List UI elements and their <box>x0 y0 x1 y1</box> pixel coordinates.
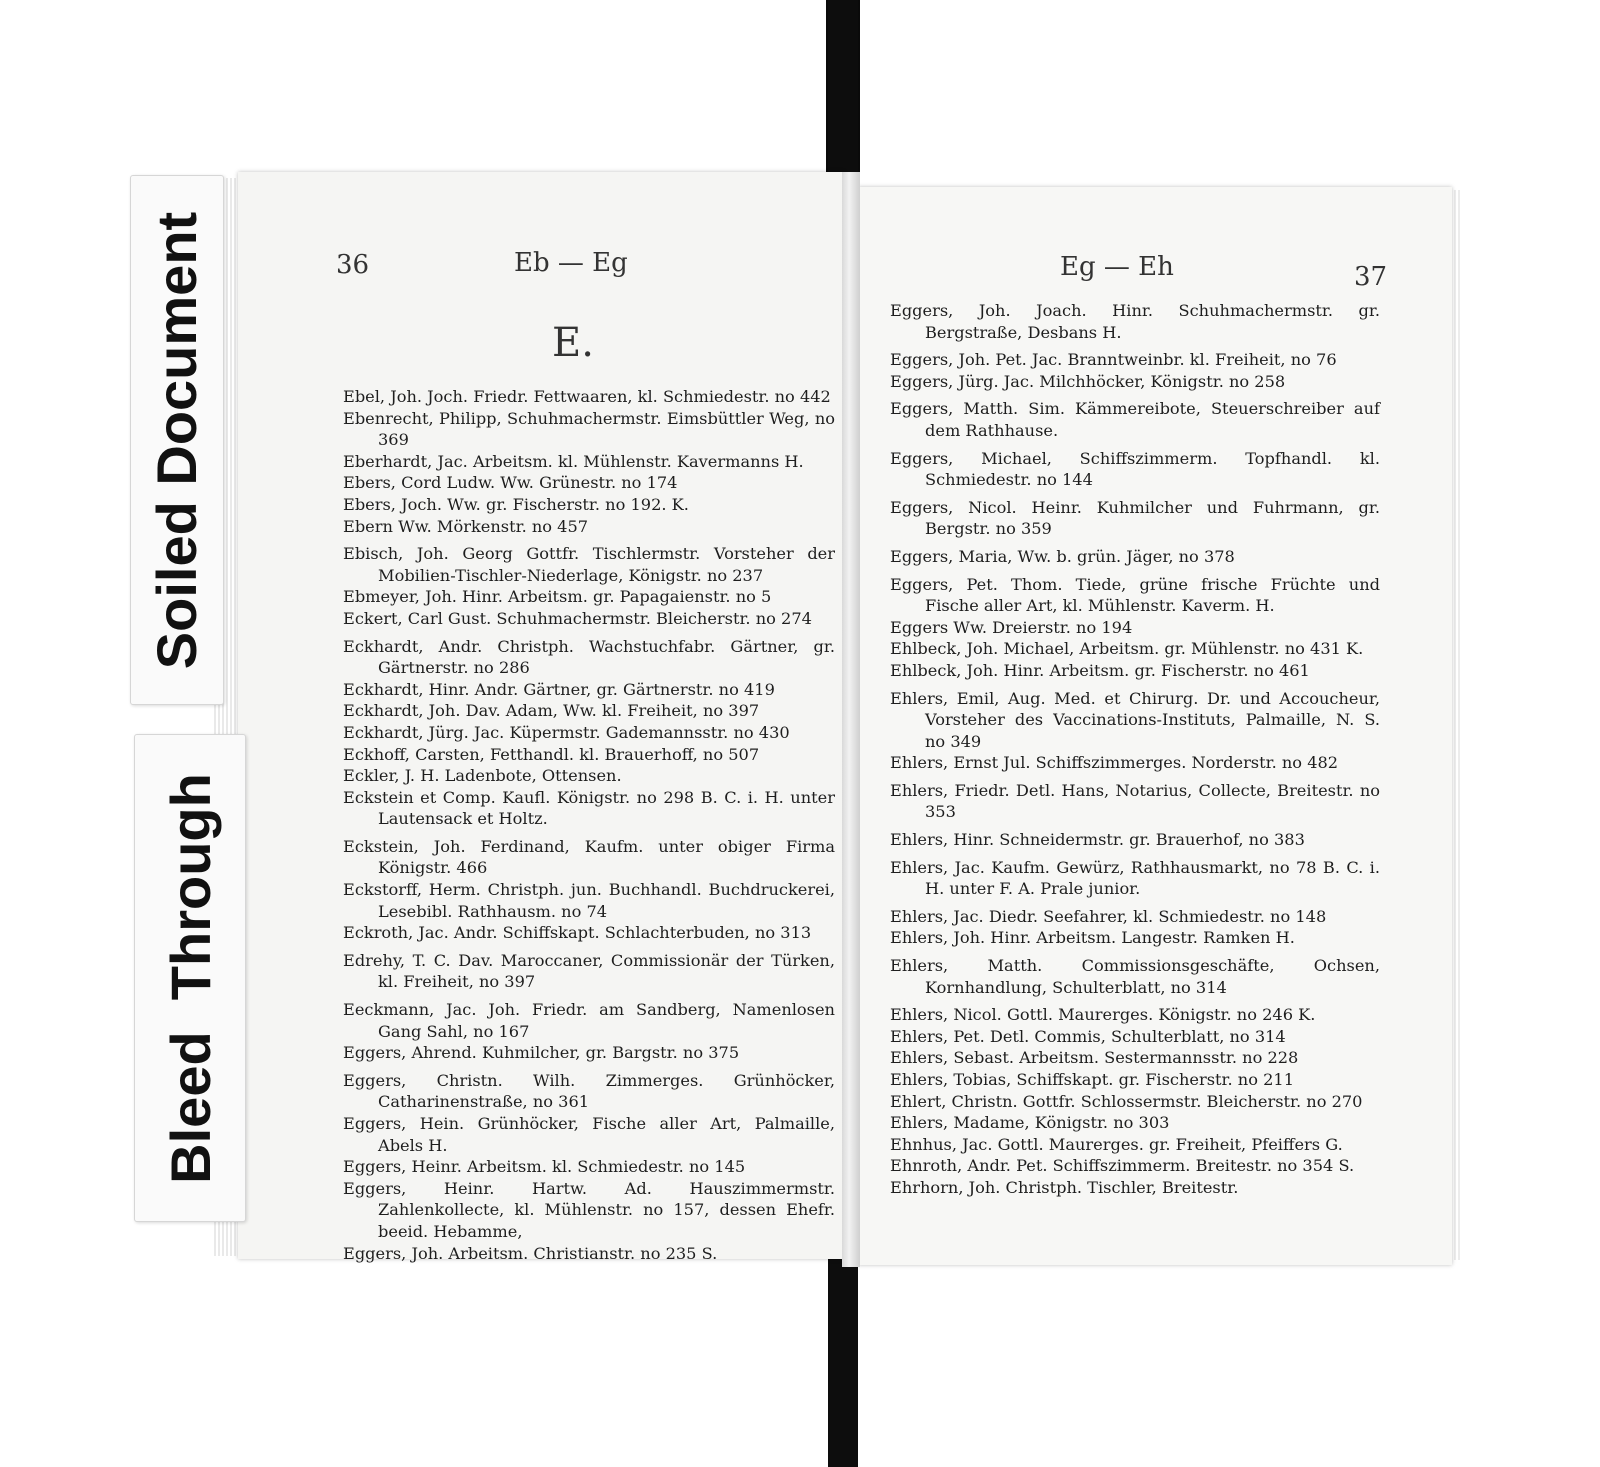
section-letter: E. <box>552 320 594 366</box>
directory-entry: Eggers, Hein. Grünhöcker, Fische aller Art, Palmaille, Abels H. <box>343 1114 835 1155</box>
directory-entry: Ebmeyer, Joh. Hinr. Arbeitsm. gr. Papagaienstr. no 5 <box>343 587 772 607</box>
directory-entry: Edrehy, T. C. Dav. Maroccaner, Commissionär der Türken, kl. Freiheit, no 397 <box>343 950 835 992</box>
directory-entry: Eggers, Jürg. Jac. Milchhöcker, Königstr. no 258 <box>890 371 1286 391</box>
book-gutter <box>842 172 860 1267</box>
directory-entry: Ehlbeck, Joh. Hinr. Arbeitsm. gr. Fischerstr. no 461 <box>890 660 1310 680</box>
directory-entry: Ehlers, Friedr. Detl. Hans, Notarius, Collecte, Breitestr. no 353 <box>890 780 1380 822</box>
directory-entry: Ehlers, Hinr. Schneidermstr. gr. Brauerhof, no 383 <box>890 830 1305 850</box>
directory-entry: Ehlers, Sebast. Arbeitsm. Sestermannsstr. no 228 <box>890 1048 1299 1068</box>
directory-entry: Eckhardt, Jürg. Jac. Küpermstr. Gademannsstr. no 430 <box>343 722 790 742</box>
left-page-number: 36 <box>336 250 370 280</box>
directory-entry: Eggers, Joh. Arbeitsm. Christianstr. no 235 S. <box>343 1243 718 1263</box>
directory-entry: Ehnroth, Andr. Pet. Schiffszimmerm. Breitestr. no 354 S. <box>890 1156 1355 1176</box>
directory-entry: Eggers, Heinr. Arbeitsm. kl. Schmiedestr. no 145 <box>343 1157 746 1177</box>
directory-entry: Eckhardt, Hinr. Andr. Gärtner, gr. Gärtnerstr. no 419 <box>343 679 775 699</box>
directory-entry: Eckhardt, Andr. Christph. Wachstuchfabr. Gärtner, gr. Gärtnerstr. no 286 <box>343 636 835 678</box>
directory-entry: Eggers, Pet. Thom. Tiede, grüne frische Früchte und Fische aller Art, kl. Mühlenstr. Kaverm. H. <box>890 574 1380 616</box>
directory-entry: Eggers, Maria, Ww. b. grün. Jäger, no 378 <box>890 546 1235 566</box>
directory-entry: Ehlert, Christn. Gottfr. Schlossermstr. Bleicherstr. no 270 <box>890 1091 1363 1111</box>
directory-entry: Eggers, Ahrend. Kuhmilcher, gr. Bargstr. no 375 <box>343 1043 740 1063</box>
directory-entry: Eckhoff, Carsten, Fetthandl. kl. Brauerhoff, no 507 <box>343 744 760 764</box>
directory-entry: Ebel, Joh. Joch. Friedr. Fettwaaren, kl. Schmiedestr. no 442 <box>343 387 831 406</box>
left-entries-list <box>343 386 835 1264</box>
directory-entry: Ehlers, Pet. Detl. Commis, Schulterblatt, no 314 <box>890 1026 1286 1046</box>
directory-entry: Eggers, Michael, Schiffszimmerm. Topfhandl. kl. Schmiedestr. no 144 <box>890 448 1380 490</box>
soiled-document-tab <box>130 175 224 705</box>
directory-entry: Ebers, Joch. Ww. gr. Fischerstr. no 192. K. <box>343 494 689 514</box>
right-page-number: 37 <box>1354 262 1388 292</box>
directory-entry: Ehlers, Emil, Aug. Med. et Chirurg. Dr. und Accoucheur, Vorsteher des Vaccinations-Instituts, Palmaille, N. S. no 349 <box>890 688 1380 751</box>
directory-entry: Eckler, J. H. Ladenbote, Ottensen. <box>343 766 622 786</box>
directory-entry: Eggers, Christn. Wilh. Zimmerges. Grünhöcker, Catharinenstraße, no 361 <box>343 1070 835 1112</box>
directory-entry: Eckstein et Comp. Kaufl. Königstr. no 298 B. C. i. H. unter Lautensack et Holtz. <box>343 787 835 829</box>
directory-entry: Eggers Ww. Dreierstr. no 194 <box>890 617 1133 637</box>
directory-entry: Eggers, Joh. Pet. Jac. Branntweinbr. kl. Freiheit, no 76 <box>890 350 1337 370</box>
directory-entry: Ehlers, Matth. Commissionsgeschäfte, Ochsen, Kornhandlung, Schulterblatt, no 314 <box>890 956 1380 997</box>
left-running-head: Eb — Eg <box>514 248 628 278</box>
directory-entry: Eberhardt, Jac. Arbeitsm. kl. Mühlenstr. Kavermanns H. <box>343 451 804 471</box>
directory-entry: Ebern Ww. Mörkenstr. no 457 <box>343 516 589 536</box>
directory-entry: Eckroth, Jac. Andr. Schiffskapt. Schlachterbuden, no 313 <box>343 923 812 943</box>
directory-entry: Ehlers, Nicol. Gottl. Maurerges. Königstr. no 246 K. <box>890 1005 1316 1025</box>
bleed-through-tab <box>134 734 246 1222</box>
directory-entry: Eckstein, Joh. Ferdinand, Kaufm. unter obiger Firma Königstr. 466 <box>343 836 835 878</box>
right-running-head: Eg — Eh <box>1060 252 1174 282</box>
directory-entry: Eggers, Joh. Joach. Hinr. Schuhmachermstr. gr. Bergstraße, Desbans H. <box>890 301 1380 342</box>
soiled-document-label: Soiled Document <box>145 211 209 669</box>
directory-entry: Eckhardt, Joh. Dav. Adam, Ww. kl. Freiheit, no 397 <box>343 701 760 721</box>
directory-entry: Eeckmann, Jac. Joh. Friedr. am Sandberg, Namenlosen Gang Sahl, no 167 <box>343 1000 835 1041</box>
directory-entry: Ehlers, Jac. Diedr. Seefahrer, kl. Schmiedestr. no 148 <box>890 906 1327 926</box>
directory-entry: Eckert, Carl Gust. Schuhmachermstr. Bleicherstr. no 274 <box>343 608 812 628</box>
directory-entry: Eggers, Matth. Sim. Kämmereibote, Steuerschreiber auf dem Rathhause. <box>890 399 1380 440</box>
directory-entry: Ebisch, Joh. Georg Gottfr. Tischlermstr. Vorsteher der Mobilien-Tischler-Niederlage, Königstr. no 237 <box>343 544 835 585</box>
directory-entry: Ehlers, Joh. Hinr. Arbeitsm. Langestr. Ramken H. <box>890 928 1295 948</box>
directory-entry: Ebers, Cord Ludw. Ww. Grünestr. no 174 <box>343 473 678 493</box>
directory-entry: Ehnhus, Jac. Gottl. Maurerges. gr. Freiheit, Pfeiffers G. <box>890 1134 1343 1154</box>
directory-entry: Ehlers, Ernst Jul. Schiffszimmerges. Norderstr. no 482 <box>890 753 1339 773</box>
directory-entry: Eggers, Nicol. Heinr. Kuhmilcher und Fuhrmann, gr. Bergstr. no 359 <box>890 497 1380 539</box>
right-entries-list <box>890 300 1380 1199</box>
directory-entry: Ehlers, Madame, Königstr. no 303 <box>890 1113 1170 1133</box>
directory-entry: Ehlbeck, Joh. Michael, Arbeitsm. gr. Mühlenstr. no 431 K. <box>890 639 1364 659</box>
directory-entry: Ehrhorn, Joh. Christph. Tischler, Breitestr. <box>890 1177 1239 1197</box>
directory-entry: Ehlers, Tobias, Schiffskapt. gr. Fischerstr. no 211 <box>890 1070 1295 1089</box>
directory-entry: Eggers, Heinr. Hartw. Ad. Hauszimmermstr. Zahlenkollecte, kl. Mühlenstr. no 157, dessen Ehefr. beeid. Hebamme, <box>343 1178 835 1241</box>
bleed-through-label: Bleed Through <box>158 772 222 1184</box>
directory-entry: Ehlers, Jac. Kaufm. Gewürz, Rathhausmarkt, no 78 B. C. i. H. unter F. A. Prale junior. <box>890 857 1380 899</box>
directory-entry: Eckstorff, Herm. Christph. jun. Buchhandl. Buchdruckerei, Lesebibl. Rathhausm. no 74 <box>343 880 835 921</box>
directory-entry: Ebenrecht, Philipp, Schuhmachermstr. Eimsbüttler Weg, no 369 <box>343 408 835 450</box>
